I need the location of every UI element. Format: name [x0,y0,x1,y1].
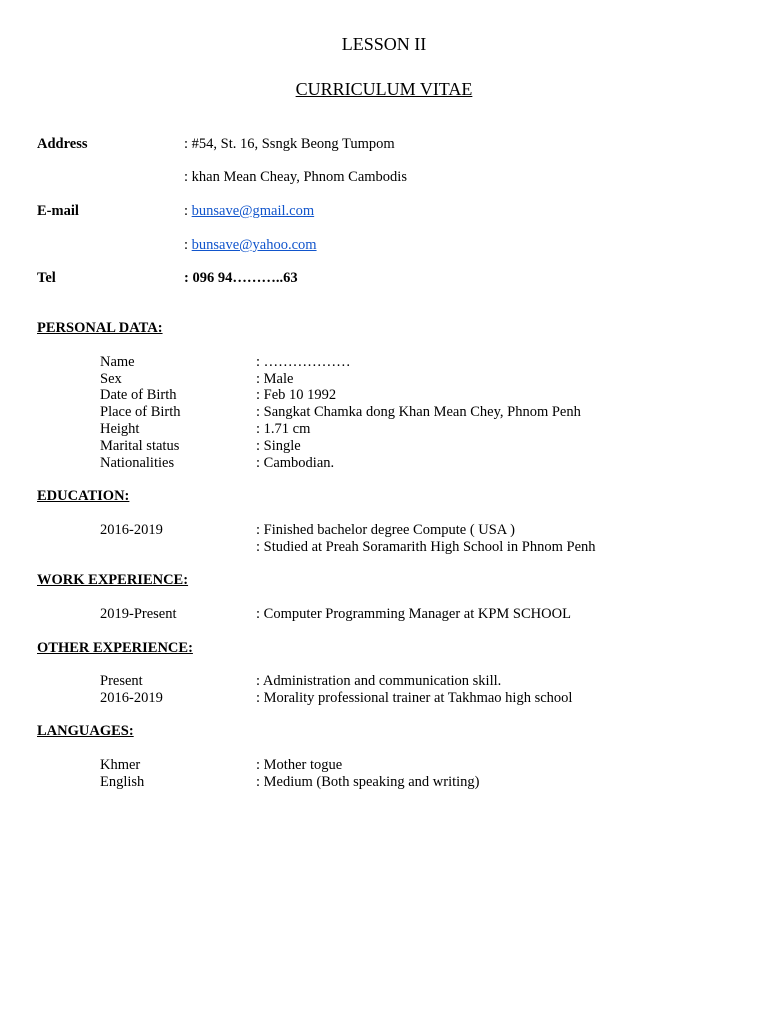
row-value: : Studied at Preah Soramarith High School in Phnom Penh [256,539,596,555]
row-value: : Cambodian. [256,455,335,471]
row-label: Present [100,673,143,689]
lesson-title: LESSON II [341,34,427,54]
address-line-2: : khan Mean Cheay, Phnom Cambodis [184,169,407,185]
row-value: : Finished bachelor degree Compute ( USA ) [256,522,515,538]
section-heading-languages: LANGUAGES: [37,723,134,739]
row-label: English [100,774,145,790]
row-value: : Feb 10 1992 [256,387,337,403]
tel-value: : 096 94………..63 [184,270,298,286]
row-label: Sex [100,371,122,387]
row-value: : Single [256,438,301,454]
row-value: : ……………… [256,354,351,370]
email-row-1 [184,203,314,220]
document-title: CURRICULUM VITAE [295,79,473,99]
row-value: : Medium (Both speaking and writing) [256,774,480,790]
row-value: : Morality professional trainer at Takhmao high school [256,690,573,706]
email-label: E-mail [37,203,79,219]
row-value: : Administration and communication skill. [256,673,502,689]
email-link-gmail[interactable]: bunsave@gmail.com [191,203,315,219]
row-label: Height [100,421,140,437]
row-label: 2016-2019 [100,690,163,706]
row-label: 2019-Present [100,606,177,622]
colon: : [184,237,192,253]
row-label: Place of Birth [100,404,181,420]
row-label: Marital status [100,438,180,454]
row-label: 2016-2019 [100,522,163,538]
row-label: Nationalities [100,455,175,471]
section-heading-education: EDUCATION: [37,488,130,504]
row-value: : Mother togue [256,757,343,773]
address-label: Address [37,136,88,152]
row-value: : Male [256,371,294,387]
section-heading-personal: PERSONAL DATA: [37,320,163,336]
row-value: : 1.71 cm [256,421,311,437]
row-label: Date of Birth [100,387,177,403]
colon: : [184,203,192,219]
row-label: Name [100,354,135,370]
section-heading-other: OTHER EXPERIENCE: [37,640,193,656]
tel-label: Tel [37,270,56,286]
section-heading-work: WORK EXPERIENCE: [37,572,189,588]
row-value: : Sangkat Chamka dong Khan Mean Chey, Phnom Penh [256,404,581,420]
email-row-2 [184,237,317,254]
row-value: : Computer Programming Manager at KPM SCHOOL [256,606,571,622]
address-line-1: : #54, St. 16, Ssngk Beong Tumpom [184,136,395,152]
email-link-yahoo[interactable]: bunsave@yahoo.com [191,237,317,253]
row-label: Khmer [100,757,141,773]
